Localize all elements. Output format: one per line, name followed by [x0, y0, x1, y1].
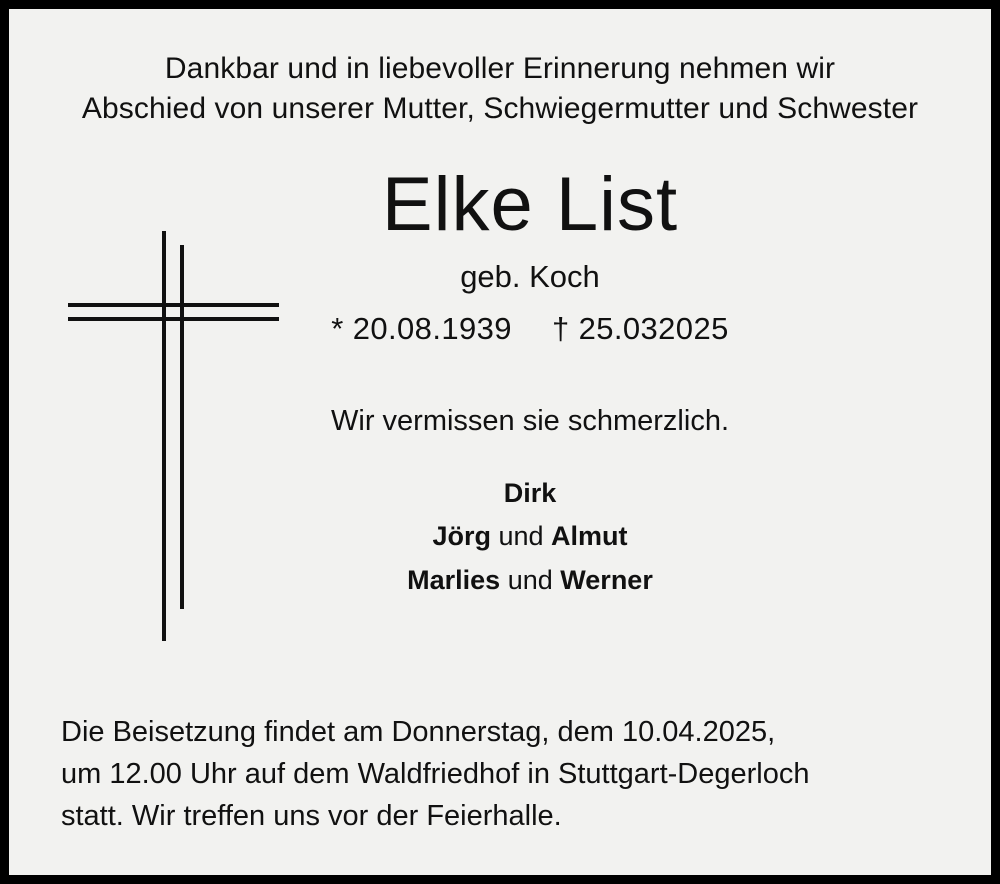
funeral-details — [55, 711, 945, 857]
mourner-name: Jörg — [432, 521, 491, 552]
death-date: † 25.032025 — [551, 310, 729, 346]
mourner-name: Marlies — [407, 565, 501, 596]
cross-icon — [64, 231, 284, 651]
mourner-conjunction: und — [498, 521, 544, 552]
funeral-details-line-1: Die Beisetzung findet am Donnerstag, dem 10.04.2025, — [61, 715, 776, 748]
intro-line-2: Abschied von unserer Mutter, Schwiegermutter und Schwester — [81, 91, 919, 125]
intro-line-1: Dankbar und in liebevoller Erinnerung nehmen wir — [164, 52, 836, 85]
birth-date: * 20.08.1939 — [331, 310, 512, 346]
intro-text — [55, 49, 945, 129]
mourner-name: Dirk — [503, 477, 557, 508]
mourner-partner-name: Almut — [551, 521, 628, 552]
mourner-conjunction: und — [507, 565, 553, 596]
obituary-inner — [9, 9, 991, 875]
deceased-name: Elke List — [381, 161, 679, 247]
mourner-partner-name: Werner — [560, 565, 653, 596]
funeral-details-line-3: statt. Wir treffen uns vor der Feierhalle. — [61, 799, 562, 832]
maiden-name: geb. Koch — [460, 258, 600, 294]
mourning-message: Wir vermissen sie schmerzlich. — [331, 404, 729, 437]
funeral-details-line-2: um 12.00 Uhr auf dem Waldfriedhof in Stuttgart-Degerloch — [61, 757, 810, 790]
